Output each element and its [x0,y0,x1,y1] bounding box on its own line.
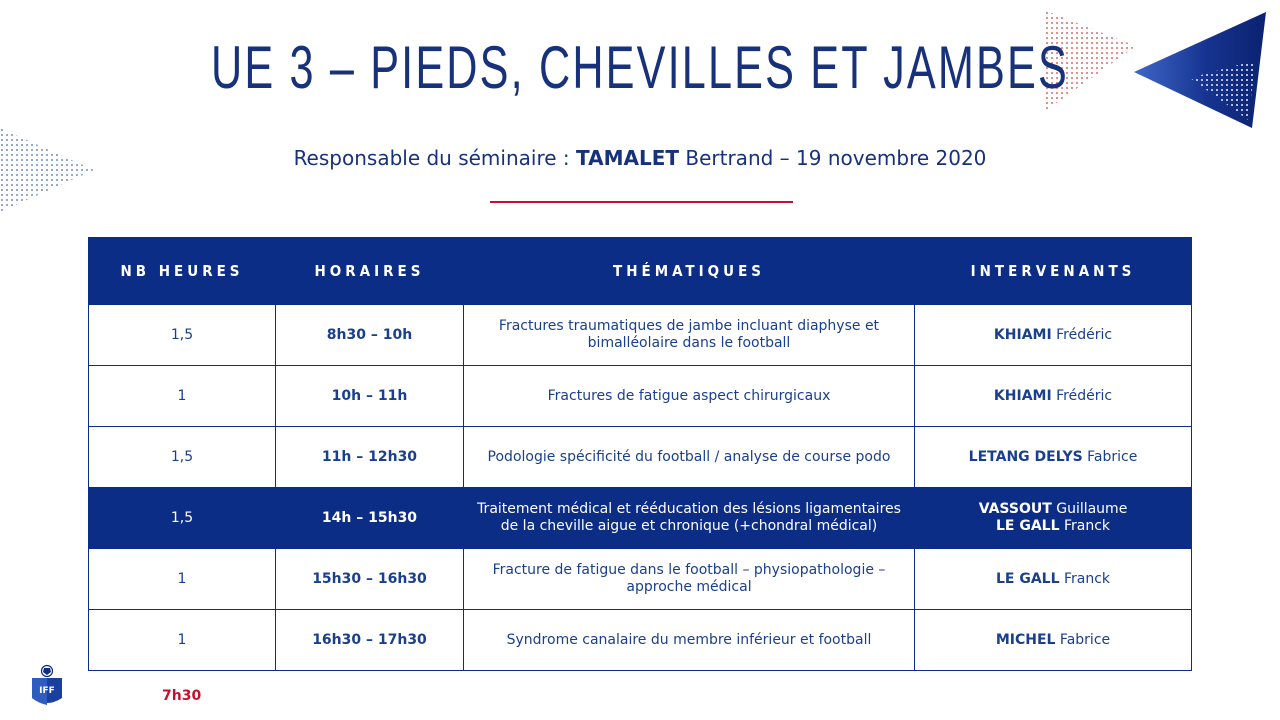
cell-slot: 11h – 12h30 [276,427,464,488]
header-thematiques: THÉMATIQUES [464,238,915,305]
cell-hours: 1 [89,610,276,671]
cell-hours: 1,5 [89,427,276,488]
subtitle-prefix: Responsable du séminaire : [293,146,577,170]
header-intervenants: INTERVENANTS [915,238,1192,305]
speaker-first-name: Frédéric [1051,387,1113,404]
navy-triangle-icon [1130,8,1280,132]
cell-theme: Fractures de fatigue aspect chirurgicaux [464,366,915,427]
cell-speaker [915,427,1192,488]
cell-speaker [915,610,1192,671]
speaker-last-name: MICHEL [995,631,1056,648]
speaker-first-name: Fabrice [1055,631,1111,648]
speaker-last-name: KHIAMI [993,326,1052,343]
speaker-last-name: KHIAMI [993,387,1052,404]
table-row [89,549,1192,610]
cell-hours: 1,5 [89,305,276,366]
speaker-first-name: Franck [1059,518,1111,534]
total-hours: 7h30 [162,688,202,704]
iff-logo-icon [30,664,64,708]
speaker-first-name: Guillaume [1051,501,1128,518]
cell-slot: 15h30 – 16h30 [276,549,464,610]
red-divider [490,201,793,203]
cell-slot: 8h30 – 10h [276,305,464,366]
table-row [89,305,1192,366]
cell-hours: 1,5 [89,488,276,549]
subtitle-rest: Bertrand – 19 novembre 2020 [679,146,987,170]
speaker-first-name: Fabrice [1082,448,1138,465]
speaker-first-name: Frédéric [1051,326,1113,343]
cell-hours: 1 [89,549,276,610]
table-row-highlighted [89,488,1192,549]
cell-speaker [915,366,1192,427]
cell-theme: Fracture de fatigue dans le football – physiopathologie – approche médical [464,549,915,610]
table-header-row [89,238,1192,305]
schedule-table [88,237,1192,671]
logo-text: IFF [39,686,55,696]
page-title: UE 3 – PIEDS, CHEVILLES ET JAMBES [211,34,1069,101]
responsible-last-name: TAMALET [576,146,680,170]
header-horaires: HORAIRES [276,238,464,305]
cell-theme: Traitement médical et rééducation des lésions ligamentaires de la cheville aigue et chronique (+chondral médical) [464,488,915,549]
speaker-last-name: LE GALL [995,518,1060,534]
table-row [89,610,1192,671]
cell-slot: 16h30 – 17h30 [276,610,464,671]
dotted-triangle-left-icon [0,128,96,212]
speaker-first-name: Franck [1059,570,1111,587]
header-nb-heures: NB HEURES [89,238,276,305]
seminar-subtitle [0,146,1280,170]
cell-theme: Syndrome canalaire du membre inférieur et football [464,610,915,671]
cell-speaker [915,549,1192,610]
speaker-last-name: VASSOUT [978,501,1052,518]
table-row [89,366,1192,427]
cell-slot: 14h – 15h30 [276,488,464,549]
cell-theme: Fractures traumatiques de jambe incluant diaphyse et bimalléolaire dans le football [464,305,915,366]
speaker-last-name: LETANG DELYS [968,448,1083,465]
cell-speaker [915,305,1192,366]
cell-theme: Podologie spécificité du football / analyse de course podo [464,427,915,488]
table-row [89,427,1192,488]
cell-speaker [915,488,1192,549]
cell-slot: 10h – 11h [276,366,464,427]
speaker-last-name: LE GALL [995,570,1060,587]
cell-hours: 1 [89,366,276,427]
